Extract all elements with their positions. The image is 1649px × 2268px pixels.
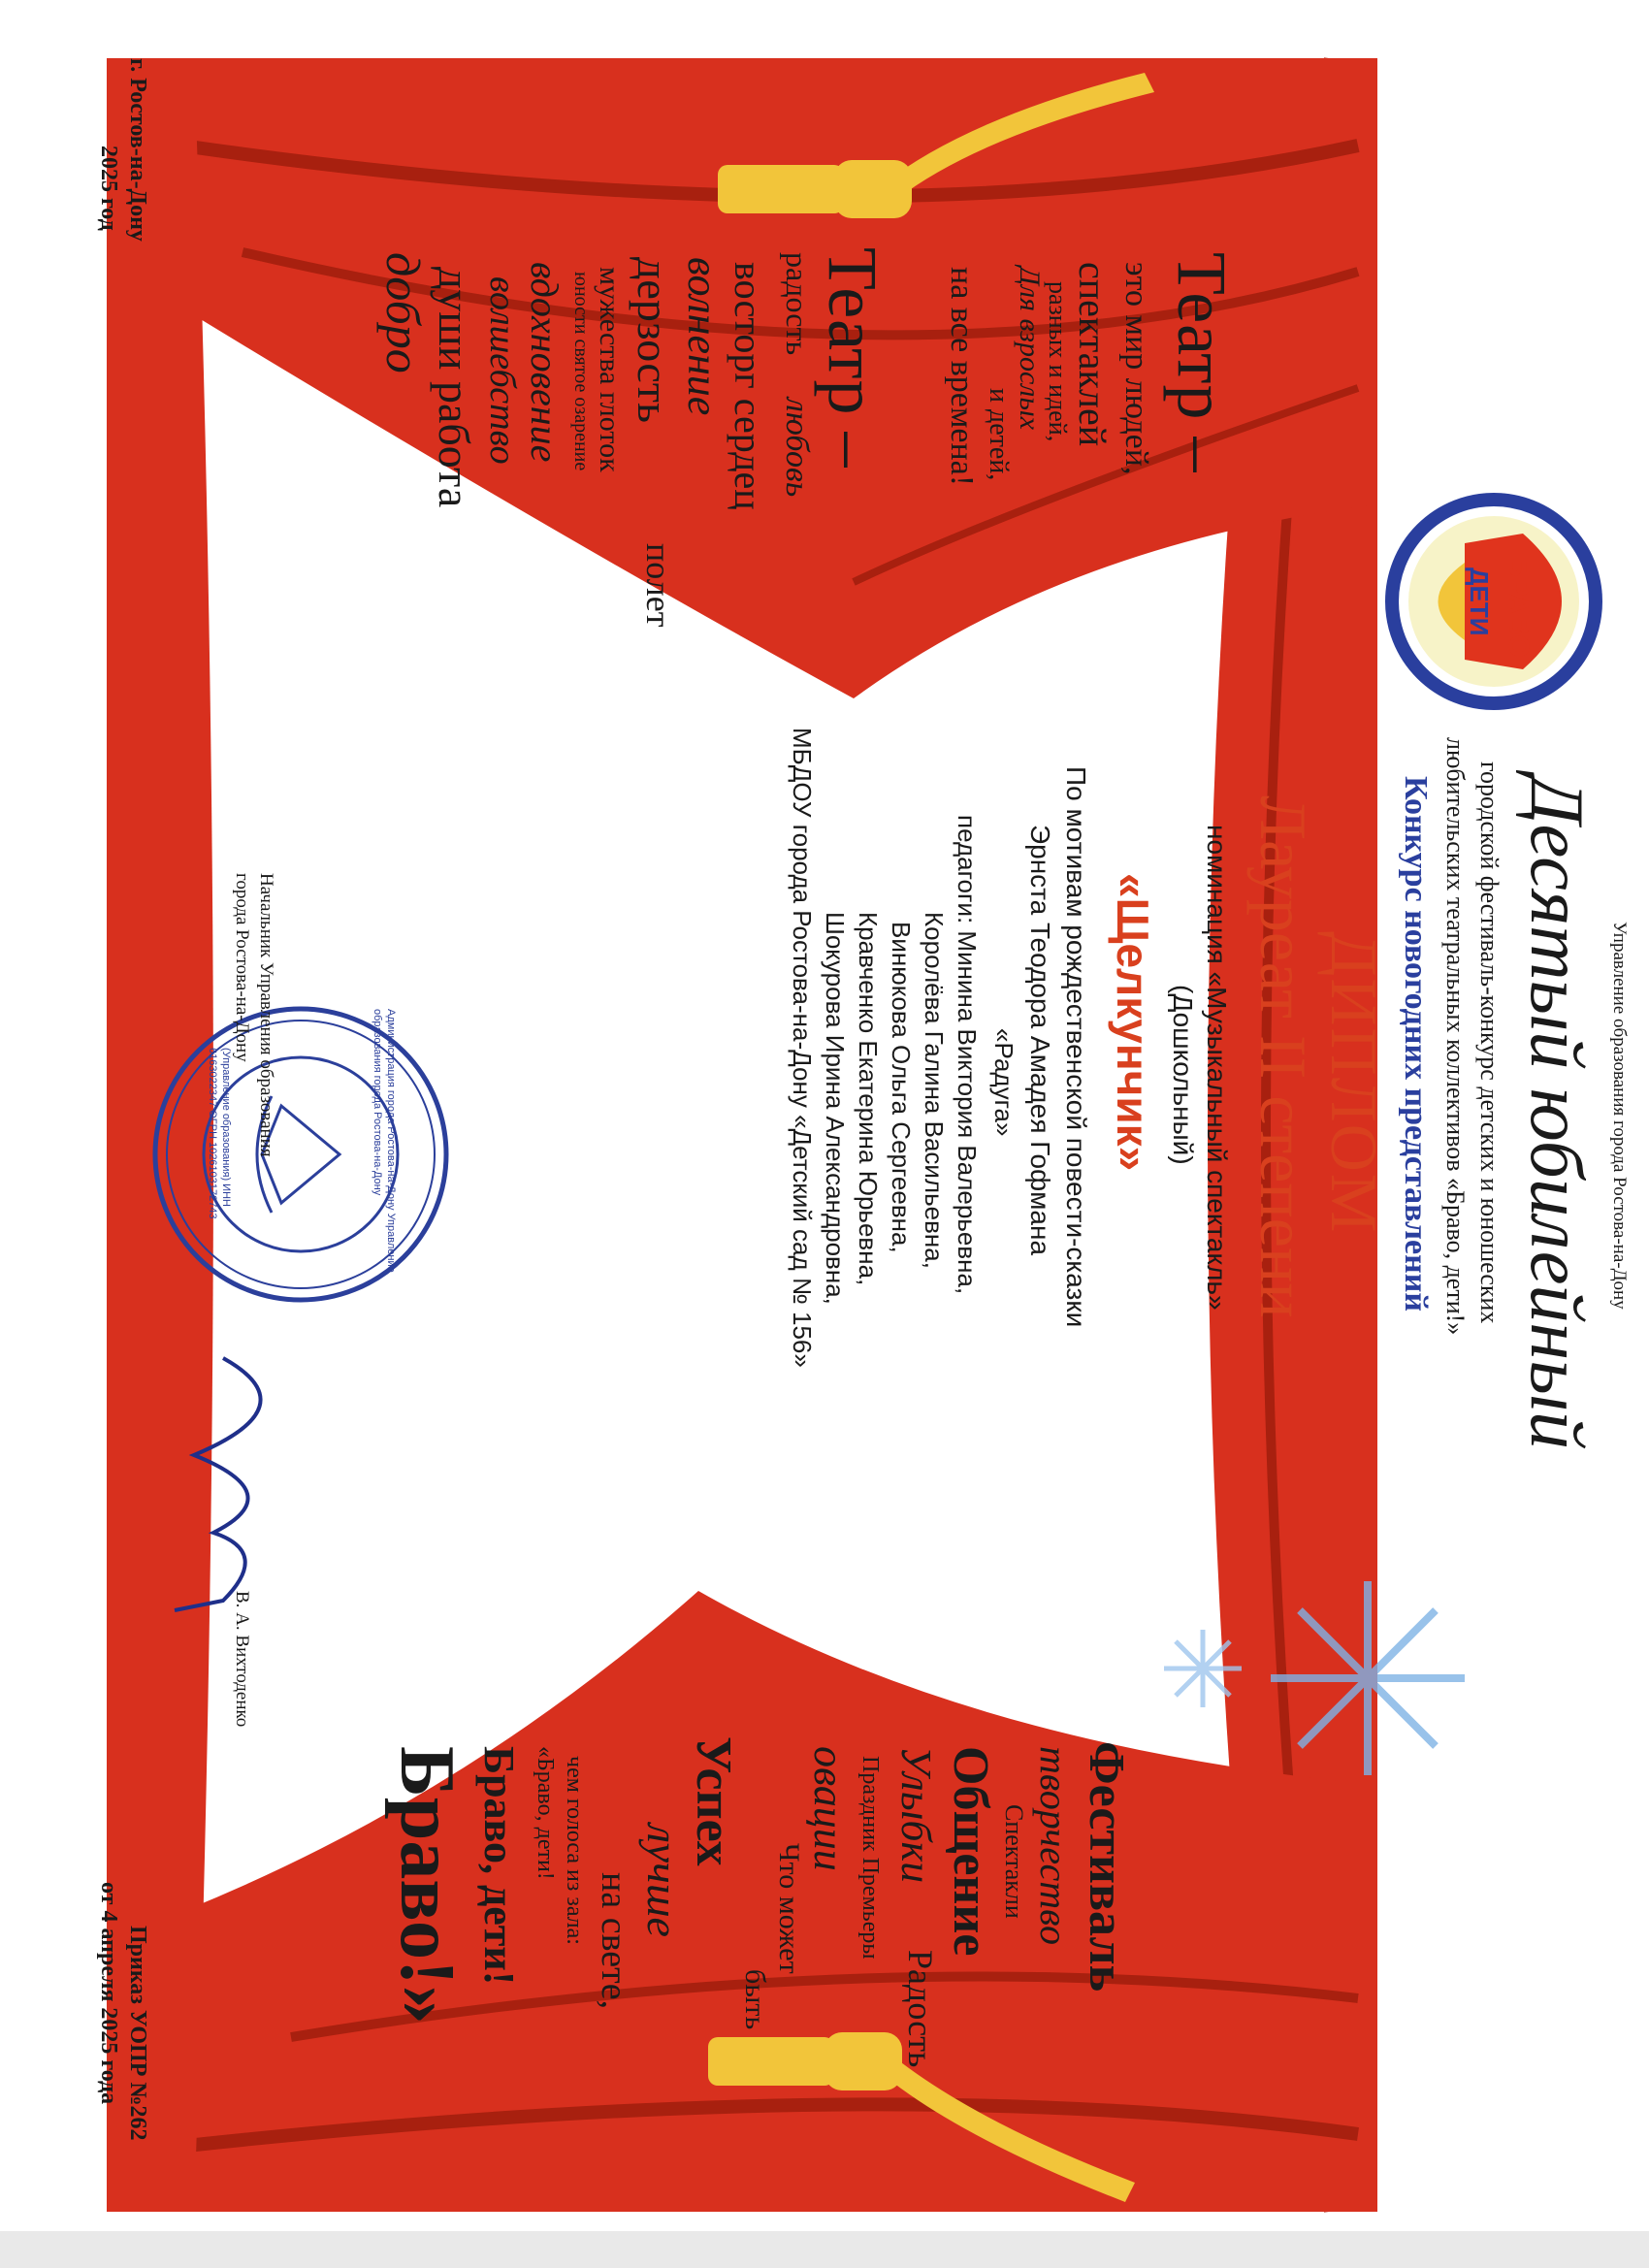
lw-w8: юности святое озарение [570, 272, 592, 471]
snowflake-small-icon [1164, 1630, 1242, 1707]
lw-teatr2: Театр – [814, 247, 891, 468]
rw-17: Браво!» [384, 1746, 469, 2025]
group-name: «Радуга» [989, 1028, 1018, 1137]
rw-15: «Браво, дети! [533, 1746, 558, 1880]
play-title: «Щелкунчик» [1108, 873, 1158, 1172]
signatory-title-2: города Ростова-на-Дону [232, 873, 252, 1062]
lw-w9: вдохновение [523, 262, 566, 463]
signatory-name: В. А. Вихтоденко [232, 1591, 252, 1728]
lw-w3: восторг сердец [727, 262, 770, 510]
lw-line3: разных и идей, [1044, 281, 1072, 442]
lw-w12: добро [376, 252, 431, 373]
lw-w6: дерзость [629, 257, 678, 423]
rw-6: Радость [901, 1950, 940, 2068]
stamp-inner-text: (Управление образования) ИНН 6163022347 ОГРН 1026103172743 [207, 1048, 232, 1219]
lw-line1: это мир людей, [1118, 262, 1154, 475]
rw-14: чем голоса из зала: [562, 1756, 587, 1945]
snowflake-icon [1271, 1581, 1465, 1775]
lw-line5: и детей, [984, 388, 1014, 481]
festival-title: Десятый юбилейный [1515, 776, 1600, 1450]
lw-w7: мужества глоток [594, 267, 626, 472]
order-line-1: Приказ УОПР №262 [125, 1926, 150, 2141]
nomination-category: (Дошкольный) [1168, 985, 1198, 1165]
lw-line4: Для взрослых [1014, 267, 1046, 430]
diploma-heading: ДИПЛОМ [1317, 931, 1391, 1235]
festival-desc-2: любительских театральных коллективов «Браво, дети!» [1441, 737, 1470, 1336]
curtain-bottom [107, 58, 213, 2212]
lw-w2: любовь [779, 398, 815, 498]
lw-line2: спектаклей [1071, 262, 1115, 447]
lw-w5: полет [639, 543, 678, 628]
order-line-2: от 4 апреля 2025 года [96, 1882, 121, 2105]
rw-7: Праздник Премьеры [857, 1756, 883, 1960]
rw-13: на свете, [594, 1872, 634, 2010]
play-source-1: По мотивам рождественской повести-сказки [1061, 766, 1091, 1328]
play-source-2: Эрнста Теодора Амадея Гофмана [1025, 825, 1055, 1256]
lw-line6: на все времена! [944, 267, 980, 487]
place: г. Ростов-на-Дону [125, 58, 150, 242]
rw-10: быть [739, 1969, 771, 2030]
lw-w1: радость [780, 252, 815, 356]
nomination: номинация «Музыкальный спектакль» [1202, 825, 1232, 1311]
rw-16: Браво, дети! [475, 1746, 523, 1986]
award-level: Лауреат II степени [1246, 795, 1320, 1318]
festival-desc-1: городской фестиваль-конкурс детских и юношеских [1475, 761, 1504, 1324]
contest-name: Конкурс новогодних представлений [1398, 776, 1434, 1312]
lw-w4: волнение [679, 257, 727, 416]
lw-teatr: Театр – [1163, 252, 1241, 472]
rw-4: Общение [943, 1746, 998, 1957]
rw-12: лучше [638, 1824, 688, 1937]
bravo-deti-logo [1392, 500, 1596, 703]
lw-w10: волшебство [482, 276, 523, 465]
rw-1: Фестиваль [1079, 1741, 1134, 1993]
header-org: Управление образования города Ростова-на-Дону [1609, 922, 1630, 1310]
teacher-2: Королёва Галина Васильевна, [920, 912, 949, 1269]
rw-9: Что может [773, 1843, 805, 1974]
rw-2: творчество [1032, 1746, 1076, 1945]
logo-bottom-text: ДЕТИ [1465, 567, 1494, 636]
teacher-1: педагоги: Минина Виктория Валерьевна, [953, 815, 982, 1295]
stamp-outer-text: Администрация города Ростова-на-Дону Управление образования города Ростова-на-Дону [372, 1009, 397, 1273]
rw-3: Спектакли [1000, 1804, 1028, 1919]
rw-5: Улыбки [892, 1746, 940, 1884]
rw-11: Успех [686, 1736, 741, 1866]
institution: МБДОУ города Ростова-на-Дону «Детский сад № 156» [788, 728, 817, 1368]
logo-top-text: БРАВО [1503, 556, 1535, 658]
teacher-5: Шокурова Ирина Александровна, [821, 912, 850, 1305]
year: 2025 год [96, 146, 121, 231]
teacher-4: Кравченко Екатерина Юрьевна, [854, 912, 883, 1286]
lw-w11: души работа [430, 267, 479, 508]
rw-8: овации [805, 1746, 853, 1871]
signatory-title-1: Начальник Управления образования [256, 873, 276, 1157]
teacher-3: Винюкова Ольга Сергеевна, [887, 922, 916, 1253]
